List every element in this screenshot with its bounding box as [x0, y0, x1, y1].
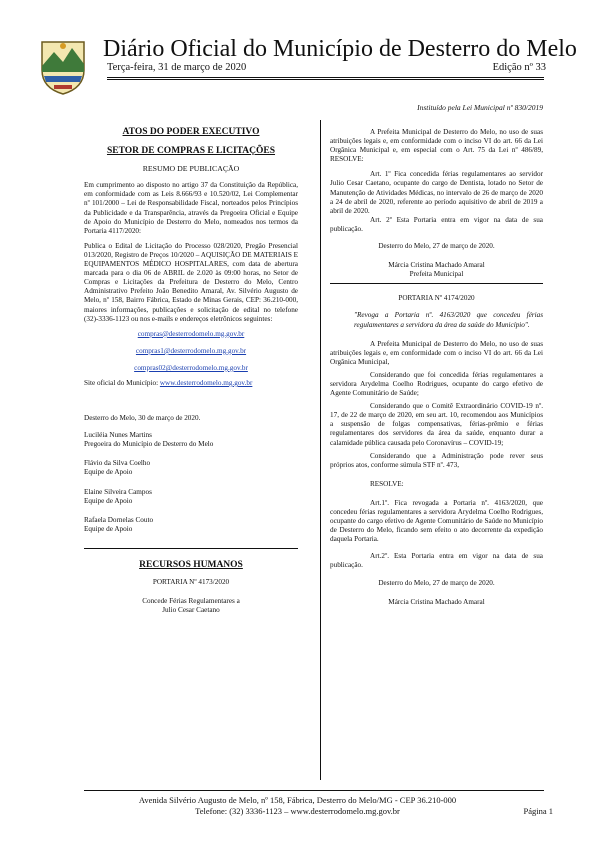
paragraph: Publica o Edital de Licitação do Processo 028/2020, Pregão Presencial 013/2020, Registro de Preços 10/2020 – AQUISIÇÃO DE MATERIAIS E EQUIPAMENTOS MÉDICO HOSPITALARES, com data de abertura marcada para o dia 06 de ABRIL de 2.020 às 09:00 horas, no Setor de Compras e Licitações da Prefeitura de Desterro do Melo, Centro Administrativo Prefeito João Benedito Amaral, Av. Silvério Augusto de Melo, nº 158, Bairro Fábrica, Estado de Minas Gerais, CEP: 36.210-000, maiores informações, publicações e solicitação de edital no telefone (32)-3336-1123 ou nos e-mails e endereços eletrônicos seguintes: — [84, 241, 299, 323]
municipal-crest-icon — [36, 36, 90, 96]
portaria-title: PORTARIA Nº 4174/2020 — [398, 294, 475, 303]
section-heading: SETOR DE COMPRAS E LICITAÇÕES — [106, 146, 276, 157]
place-date: Desterro do Melo, 27 de março de 2020. — [378, 242, 495, 251]
signer-block — [84, 488, 298, 506]
signer-block — [84, 431, 298, 449]
ementa: "Revoga a Portaria nº. 4163/2020 que concedeu férias regulamentares a servidora da área da saúde do Município". — [354, 311, 543, 329]
paragraph: A Prefeita Municipal de Desterro do Melo, no uso de suas atribuições legais e, em conformidade com o inciso VI do art. 66 da Lei Orgânica Municipal, — [330, 339, 543, 366]
ementa-line: Concede Férias Regulamentares a — [142, 597, 240, 606]
paragraph: Em cumprimento ao disposto no artigo 37 da Constituição da República, em conformidade com as Leis 8.666/93 e 10.520/02, Lei Complementar nº 101/2000 – Lei de Responsabilidade Fiscal, norteados pelos Princípios da Publicidade e da Transparência, através da Pregoeira Oficial e Equipe de Apoio do Município de Desterro do Melo, nomeados nos termos da Portaria 4117/2020: — [84, 181, 298, 235]
signer-role: Pregoeira do Município de Desterro do Melo — [84, 440, 214, 449]
paragraph: Considerando que o Comitê Extraordinário COVID-19 nº. 17, de 22 de março de 2020, em seu art. 10, recomendou aos Municípios a suspensão de folgas compensativas, férias-prêmio e férias regulamentares dos servidores da área da saúde, enquanto durar a calamidade pública causada pelo Coronavírus – COVID-19; — [330, 402, 543, 447]
signer-name: Elaine Silveira Campos — [84, 487, 152, 496]
site-line — [84, 379, 298, 388]
footer-address: Avenida Silvério Augusto de Melo, nº 158, Fábrica, Desterro do Melo/MG - CEP 36.210-000 — [138, 795, 457, 805]
email-link[interactable]: compras1@desterrodomelo.mg.gov.br — [135, 346, 247, 355]
paragraph: Considerando que foi concedida férias regulamentares a servidora Arydelma Coelho Rodrigues, ocupante do cargo efetivo de Agente Comunitário de Saúde; — [330, 370, 543, 398]
issue-date: Terça-feira, 31 de março de 2020 — [107, 62, 247, 73]
site-label: Site oficial do Município: — [84, 378, 160, 387]
site-link[interactable]: www.desterrodomelo.mg.gov.br — [159, 378, 253, 387]
paragraph: Art.1º. Fica revogada a Portaria nº. 4163/2020, que concedeu férias regulamentares a servidora Arydelma Coelho Rodrigues, ocupante do cargo efetivo de Agente Comunitário de Saúde no Município de Desterro do Melo, ficando sem efeito o ato decorrente da expedição daquela Portaria. — [330, 498, 543, 544]
paragraph: A Prefeita Municipal de Desterro do Melo, no uso de suas atribuições legais e, em conformidade com o inciso VI do art. 66 da Lei Orgânica Municipal e, em especial com o Art. 75 da Lei nº 486/89, RESOLVE: — [330, 128, 543, 164]
signer-name: Rafaela Dornelas Couto — [84, 515, 154, 524]
section-rule — [84, 548, 298, 549]
paragraph: Art.2º. Esta Portaria entra em vigor na data de sua publicação. — [330, 552, 543, 570]
signer-name: Márcia Cristina Machado Amaral — [388, 261, 485, 270]
signer-name: Márcia Cristina Machado Amaral — [388, 597, 485, 606]
signer-block — [84, 516, 298, 534]
paragraph: Considerando que a Administração pode rever seus próprios atos, conforme súmula STF nº. 473, — [330, 451, 543, 469]
footer-rule — [84, 790, 544, 791]
email-link[interactable]: compras@desterrodomelo.mg.gov.br — [137, 329, 245, 338]
portaria-title: PORTARIA Nº 4173/2020 — [152, 578, 230, 586]
page-number: Página 1 — [523, 806, 553, 816]
signer-role: Equipe de Apoio — [84, 524, 133, 533]
section-heading: RECURSOS HUMANOS — [139, 559, 243, 570]
signer-role: Prefeita Municipal — [409, 270, 464, 279]
header-rule — [107, 77, 544, 78]
subheading: RESUMO DE PUBLICAÇÃO — [142, 164, 240, 174]
right-column — [330, 128, 543, 607]
paragraph: Art. 1º Fica concedida férias regulamentares ao servidor Julio Cesar Caetano, ocupante do cargo de Dentista, lotado no Setor de Manutenção de Atividades Médicas, no intervalo de 26 de março de 2020 a 24 de abril de 2020, referente ao período aquisitivo de abril de 2019 a abril de 2020. — [330, 170, 543, 215]
signer-role: Equipe de Apoio — [84, 468, 133, 477]
signer-role: Equipe de Apoio — [84, 496, 133, 505]
column-divider — [320, 120, 321, 780]
resolve-label: RESOLVE: — [370, 479, 404, 488]
newspaper-title: Diário Oficial do Município de Desterro do Melo — [103, 36, 577, 62]
signer-name: Flávio da Silva Coelho — [84, 459, 151, 468]
place-date: Desterro do Melo, 30 de março de 2020. — [84, 414, 201, 423]
footer-contact: Telefone: (32) 3336-1123 – www.desterrodomelo.mg.gov.br — [195, 806, 400, 816]
edition-number: Edição nº 33 — [492, 62, 546, 73]
section-heading: ATOS DO PODER EXECUTIVO — [122, 127, 260, 137]
email-link[interactable]: compras02@desterrodomelo.mg.gov.br — [134, 363, 248, 372]
signer-name: Luciléia Nunes Martins — [84, 431, 152, 440]
place-date: Desterro do Melo, 27 de março de 2020. — [378, 578, 495, 587]
ementa-line: Julio Cesar Caetano — [162, 606, 220, 615]
header-rule — [107, 79, 544, 80]
institution-note: Instituído pela Lei Municipal nº 830/2019 — [417, 103, 543, 112]
paragraph: Art. 2º Esta Portaria entra em vigor na data de sua publicação. — [330, 215, 543, 233]
signer-block — [84, 459, 298, 477]
section-rule — [330, 283, 543, 284]
left-column — [84, 128, 298, 615]
